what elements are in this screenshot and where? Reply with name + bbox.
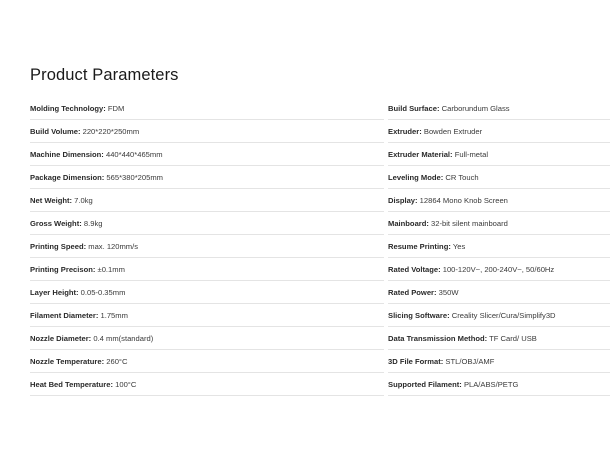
param-value: 100-120V~, 200-240V~, 50/60Hz (442, 265, 555, 274)
param-value: 12864 Mono Knob Screen (419, 196, 508, 205)
param-row (388, 120, 610, 143)
param-value: PLA/ABS/PETG (463, 380, 519, 389)
param-row (388, 258, 610, 281)
param-row (30, 373, 384, 396)
param-row (30, 212, 384, 235)
param-row (30, 120, 384, 143)
param-label: Net Weight: (30, 196, 73, 205)
param-value: 220*220*250mm (82, 127, 140, 136)
param-row (30, 281, 384, 304)
param-label: Machine Dimension: (30, 150, 104, 159)
param-value: Carborundum Glass (441, 104, 510, 113)
param-row (388, 235, 610, 258)
param-label: Display: (388, 196, 418, 205)
param-label: Gross Weight: (30, 219, 82, 228)
param-label: Nozzle Temperature: (30, 357, 105, 366)
param-label: Package Dimension: (30, 173, 105, 182)
param-value: STL/OBJ/AMF (445, 357, 495, 366)
param-row (388, 281, 610, 304)
param-row (30, 304, 384, 327)
param-row (30, 258, 384, 281)
param-value: 565*380*205mm (106, 173, 163, 182)
param-value: 7.0kg (74, 196, 93, 205)
param-value: Bowden Extruder (423, 127, 483, 136)
param-label: Supported Filament: (388, 380, 462, 389)
param-row (30, 166, 384, 189)
param-value: 260°C (106, 357, 128, 366)
param-value: TF Card/ USB (489, 334, 537, 343)
param-label: Data Transmission Method: (388, 334, 488, 343)
page-title: Product Parameters (30, 66, 179, 84)
param-label: Rated Power: (388, 288, 437, 297)
param-row (388, 327, 610, 350)
param-label: Filament Diameter: (30, 311, 99, 320)
param-row (30, 327, 384, 350)
left-params-table (30, 97, 384, 396)
param-label: 3D File Format: (388, 357, 444, 366)
param-value: 350W (438, 288, 459, 297)
param-row (30, 189, 384, 212)
param-label: Molding Technology: (30, 104, 106, 113)
param-value: 440*440*465mm (105, 150, 163, 159)
param-value: 1.75mm (100, 311, 128, 320)
param-row (388, 189, 610, 212)
param-row (388, 143, 610, 166)
param-value: ±0.1mm (97, 265, 125, 274)
param-label: Leveling Mode: (388, 173, 444, 182)
param-label: Extruder: (388, 127, 422, 136)
param-row (388, 97, 610, 120)
param-label: Layer Height: (30, 288, 79, 297)
param-label: Printing Precison: (30, 265, 96, 274)
param-label: Mainboard: (388, 219, 429, 228)
param-label: Nozzle Diameter: (30, 334, 92, 343)
param-label: Build Volume: (30, 127, 81, 136)
param-label: Heat Bed Temperature: (30, 380, 113, 389)
param-row (388, 212, 610, 235)
param-value: 100°C (115, 380, 137, 389)
param-label: Resume Printing: (388, 242, 451, 251)
param-value: Creality Slicer/Cura/Simplify3D (451, 311, 556, 320)
param-row (388, 373, 610, 396)
param-value: 0.4 mm(standard) (93, 334, 154, 343)
param-label: Slicing Software: (388, 311, 450, 320)
param-row (388, 304, 610, 327)
param-row (388, 350, 610, 373)
param-label: Extruder Material: (388, 150, 453, 159)
param-label: Printing Speed: (30, 242, 87, 251)
param-label: Rated Voltage: (388, 265, 441, 274)
param-value: 0.05-0.35mm (80, 288, 126, 297)
param-value: 8.9kg (83, 219, 103, 228)
param-value: 32-bit silent mainboard (431, 219, 508, 228)
right-params-table (388, 97, 610, 396)
param-row (30, 143, 384, 166)
param-value: max. 120mm/s (88, 242, 139, 251)
param-row (388, 166, 610, 189)
param-row (30, 235, 384, 258)
param-value: FDM (107, 104, 125, 113)
param-value: CR Touch (445, 173, 479, 182)
param-label: Build Surface: (388, 104, 440, 113)
param-value: Yes (452, 242, 466, 251)
param-value: Full-metal (454, 150, 489, 159)
param-row (30, 97, 384, 120)
param-row (30, 350, 384, 373)
